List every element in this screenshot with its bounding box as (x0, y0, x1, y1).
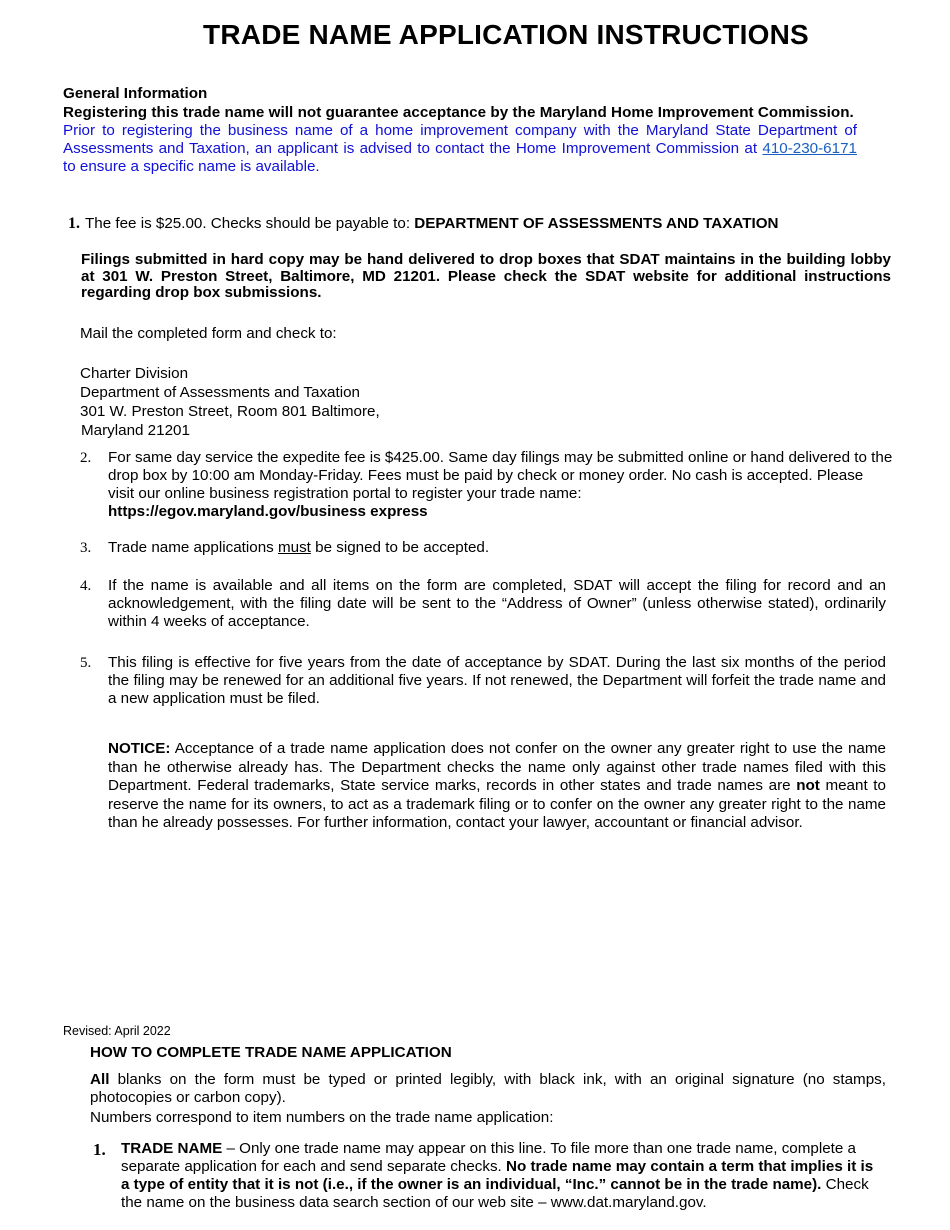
item-5-text: This filing is effective for five years from the date of acceptance by SDAT. During the last six months of the period the filing may be renewed for an additional five years. If not renewed, the Department will forfeit the trade name and a new application must be filed. (108, 654, 886, 707)
portal-url[interactable]: https://egov.maryland.gov/business express (108, 503, 428, 520)
notice-text-1: Acceptance of a trade name application does not confer on the owner any greater right to use the name than he otherwise already has. The Department checks the name only against other trade names filed with this Department. Federal trademarks, State service marks, records in other states and trade names are (108, 740, 886, 794)
hic-phone-link[interactable]: 410-230-6171 (762, 140, 857, 157)
item-3-prefix: Trade name applications (108, 539, 274, 556)
item-1-text: The fee is $25.00. Checks should be payable to: (85, 215, 411, 232)
item-3-block (108, 539, 888, 557)
mail-intro: Mail the completed form and check to: (80, 325, 337, 342)
address-line-1: Charter Division (80, 365, 189, 382)
hic-advice (63, 122, 857, 176)
step-1-text: – Only one trade name may appear on this line. To file more than one trade name, complete a separate application for each and send separate checks. (121, 1140, 857, 1175)
howto-numbers-note: Numbers correspond to item numbers on the trade name application: (90, 1109, 554, 1126)
item-5-number: 5. (80, 655, 92, 671)
item-1-number: 1. (68, 215, 80, 232)
revision-date: Revised: April 2022 (63, 1024, 171, 1038)
step-1-bold-rule: No trade name may contain a term that implies it is a type of entity that it is not (i.e., if the owner is an individual, “Inc.” cannot be in the trade name). (121, 1158, 874, 1193)
item-3-suffix: be signed to be accepted. (315, 539, 490, 556)
step-1-check: Check the name on the business data search section of our web site – www.dat.maryland.gov. (121, 1176, 869, 1211)
step-1-number: 1. (93, 1140, 106, 1159)
page-title: TRADE NAME APPLICATION INSTRUCTIONS (203, 19, 809, 50)
item-4-number: 4. (80, 578, 92, 594)
item-2-text: For same day service the expedite fee is $425.00. Same day filings may be submitted online or hand delivered to the drop box by 10:00 am Monday-Friday. Fees must be paid by check or money order. No cash is accepted. Please visit our online business registration portal to register your trade name: (108, 449, 893, 502)
item-2-number: 2. (80, 450, 92, 466)
step-1-block (121, 1140, 881, 1212)
address-line-4: Maryland 21201 (81, 422, 190, 439)
item-1-fee (85, 215, 905, 233)
address-line-3: 301 W. Preston Street, Room 801 Baltimore, (80, 403, 380, 420)
howto-heading: HOW TO COMPLETE TRADE NAME APPLICATION (90, 1044, 452, 1061)
item-3-number: 3. (80, 540, 92, 556)
item-1-payee: DEPARTMENT OF ASSESSMENTS AND TAXATION (414, 215, 779, 232)
howto-all-label: All (90, 1071, 110, 1088)
step-1-label: TRADE NAME (121, 1140, 223, 1157)
item-4-text: If the name is available and all items on the form are completed, SDAT will accept the filing for record and an acknowledgement, with the filing date will be sent to the “Address of Owner” (unless otherwise stated), ordinarily within 4 weeks of acceptance. (108, 577, 886, 630)
howto-all-blanks (90, 1071, 886, 1107)
notice (108, 740, 886, 833)
general-heading: General Information (63, 85, 208, 102)
item-3-must: must (277, 539, 311, 556)
hic-advice-text: Prior to registering the business name of a home improvement company with the Maryland State Department of Assessments and Taxation, an applicant is advised to contact the Home Improvement Commission at (63, 122, 857, 157)
item-2-block (108, 449, 893, 521)
howto-all-text: blanks on the form must be typed or printed legibly, with black ink, with an original signature (no stamps, photocopies or carbon copy). (90, 1071, 886, 1106)
notice-label: NOTICE: (108, 740, 171, 757)
notice-text-2: meant to reserve the name for its owners, to act as a trademark filing or to confer on the owner any greater right to the name than he already possesses. For further information, contact your lawyer, accountant or financial advisor. (108, 777, 886, 831)
hic-warning: Registering this trade name will not guarantee acceptance by the Maryland Home Improvement Commission. (63, 104, 854, 121)
dropbox-note: Filings submitted in hard copy may be hand delivered to drop boxes that SDAT maintains in the building lobby at 301 W. Preston Street, Baltimore, MD 21201. Please check the SDAT website for additional instructions regarding drop box submissions. (81, 251, 891, 301)
mailing-address (80, 364, 380, 440)
notice-not: not (796, 777, 820, 794)
address-line-2: Department of Assessments and Taxation (80, 384, 360, 401)
hic-advice-suffix: to ensure a specific name is available. (63, 158, 320, 175)
